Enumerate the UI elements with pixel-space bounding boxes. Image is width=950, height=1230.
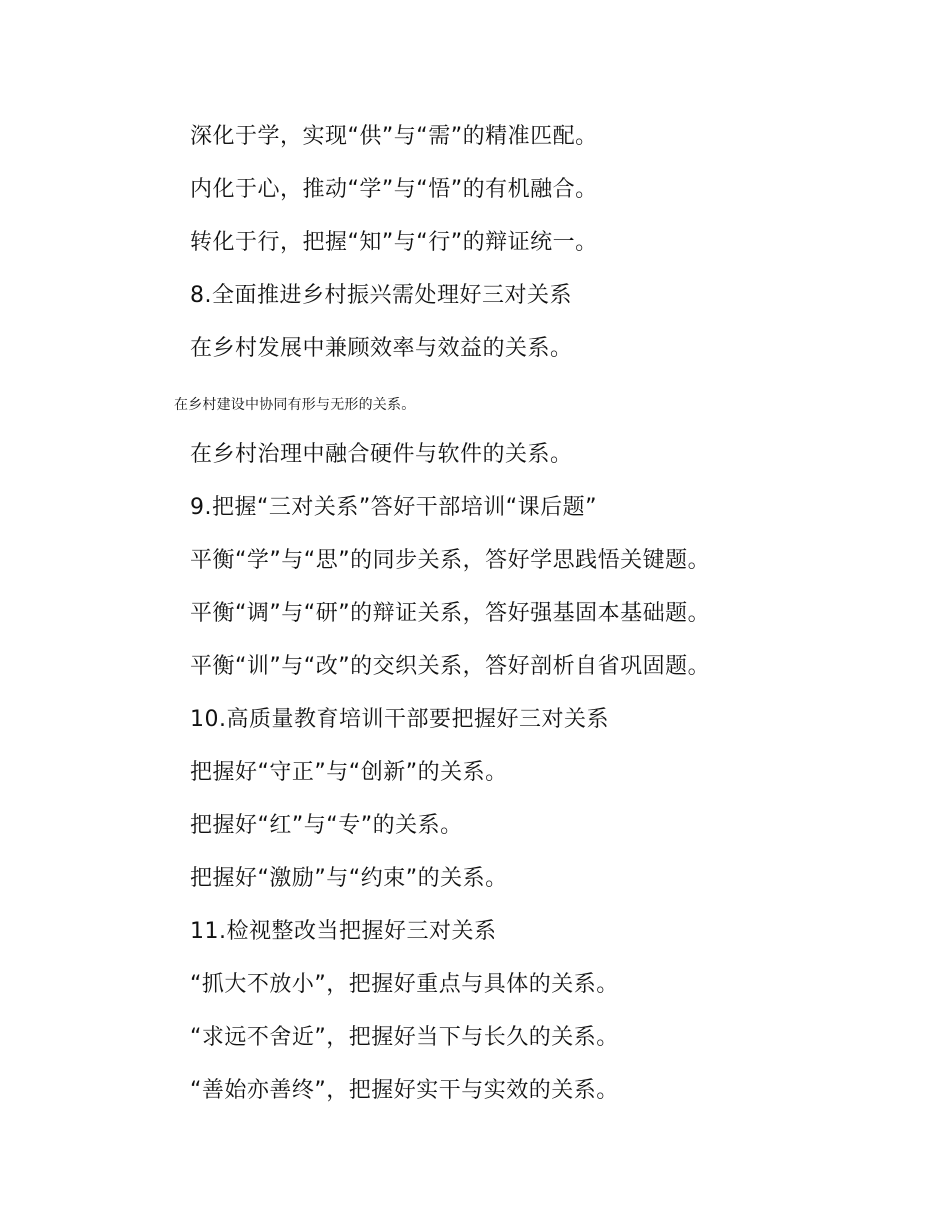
paragraph-line: 把握好“红”与“专”的关系。 bbox=[190, 813, 463, 838]
paragraph-line: “求远不舍近”，把握好当下与长久的关系。 bbox=[190, 1025, 619, 1050]
paragraph-line: 内化于心，推动“学”与“悟”的有机融合。 bbox=[190, 177, 598, 202]
section-heading: 11.检视整改当把握好三对关系 bbox=[190, 919, 497, 944]
section-heading: 10.高质量教育培训干部要把握好三对关系 bbox=[190, 707, 609, 732]
paragraph-line: 转化于行，把握“知”与“行”的辩证统一。 bbox=[190, 230, 598, 255]
paragraph-line: 把握好“激励”与“约束”的关系。 bbox=[190, 866, 508, 891]
section-heading: 8.全面推进乡村振兴需处理好三对关系 bbox=[190, 283, 572, 308]
paragraph-line: “善始亦善终”，把握好实干与实效的关系。 bbox=[190, 1078, 619, 1103]
paragraph-line: “抓大不放小”，把握好重点与具体的关系。 bbox=[190, 972, 619, 997]
paragraph-line: 平衡“训”与“改”的交织关系，答好剖析自省巩固题。 bbox=[190, 654, 711, 679]
paragraph-line: 深化于学，实现“供”与“需”的精准匹配。 bbox=[190, 124, 598, 149]
paragraph-line-small: 在乡村建设中协同有形与无形的关系。 bbox=[174, 397, 416, 413]
paragraph-line: 在乡村治理中融合硬件与软件的关系。 bbox=[190, 442, 573, 467]
section-heading: 9.把握“三对关系”答好干部培训“课后题” bbox=[190, 495, 598, 520]
paragraph-line: 在乡村发展中兼顾效率与效益的关系。 bbox=[190, 336, 573, 361]
paragraph-line: 把握好“守正”与“创新”的关系。 bbox=[190, 760, 508, 785]
paragraph-line: 平衡“学”与“思”的同步关系，答好学思践悟关键题。 bbox=[190, 548, 711, 573]
paragraph-line: 平衡“调”与“研”的辩证关系，答好强基固本基础题。 bbox=[190, 601, 711, 626]
